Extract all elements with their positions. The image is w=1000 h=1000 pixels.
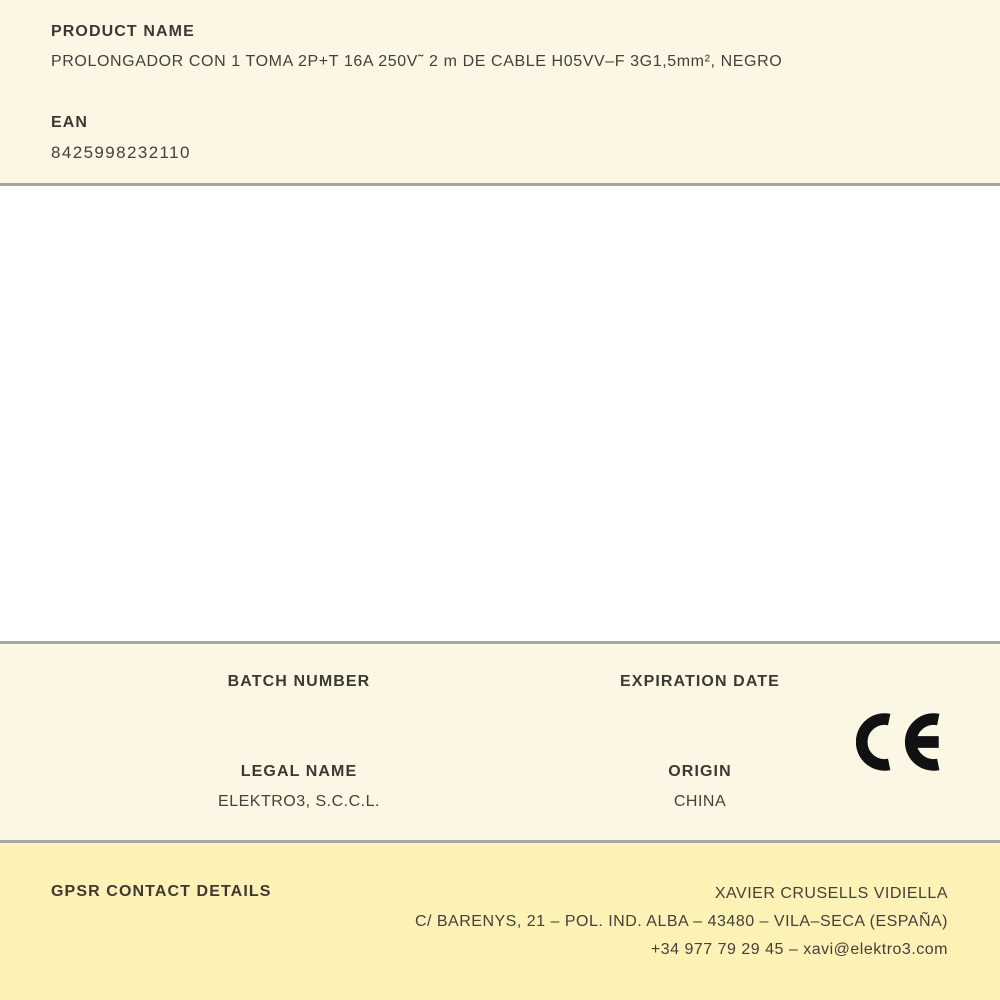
origin-value: CHINA [673,793,727,810]
legal-name-label: LEGAL NAME [240,763,358,780]
ce-mark-icon [856,713,942,775]
gpsr-contact-section [0,843,1000,1000]
contact-phone-email: +34 977 79 29 45 – xavi@elektro3.com [650,941,948,959]
legal-name-value: ELEKTRO3, S.C.C.L. [218,793,380,810]
product-info-section [0,0,1000,183]
product-image-area [0,186,1000,641]
batch-number-label: BATCH NUMBER [227,673,371,690]
contact-address: C/ BARENYS, 21 – POL. IND. ALBA – 43480 – VILA–SECA (ESPAÑA) [414,913,948,931]
details-section [0,644,1000,840]
expiration-date-label: EXPIRATION DATE [620,673,780,690]
gpsr-contact-label: GPSR CONTACT DETAILS [51,883,272,900]
origin-label: ORIGIN [668,763,732,780]
gpsr-contact-block [415,880,948,965]
ean-value: 8425998232110 [51,143,191,162]
product-name-label: PRODUCT NAME [51,23,195,40]
product-name-value: PROLONGADOR CON 1 TOMA 2P+T 16A 250V˜ 2 m DE CABLE H05VV–F 3G1,5mm², NEGRO [51,53,783,70]
ean-label: EAN [51,114,89,131]
contact-person: XAVIER CRUSELLS VIDIELLA [714,885,948,902]
